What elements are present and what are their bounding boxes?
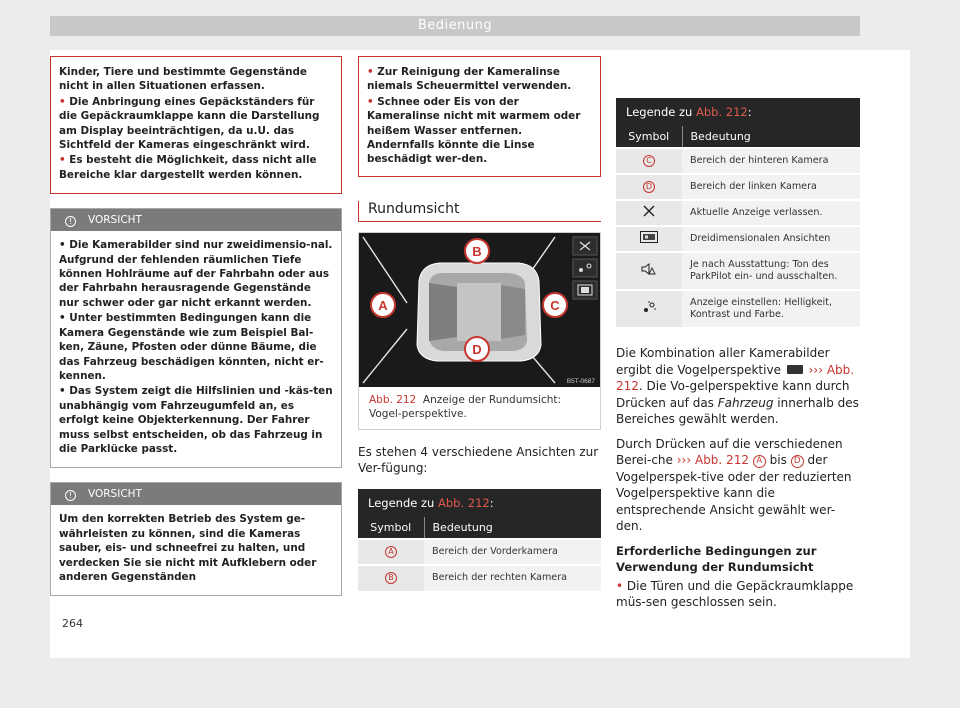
warning-bullet: • Zur Reinigung der Kameralinse niemals Scheuermittel verwenden. (367, 66, 572, 93)
bullet-icon: • (616, 578, 624, 593)
intro-paragraph: Es stehen 4 verschiedene Ansichten zur Ver-fügung: (358, 444, 599, 476)
caution-header: ! VORSICHT (51, 483, 341, 505)
caution-body (51, 231, 341, 467)
legend-header-row (616, 126, 860, 148)
legend-symbol (616, 252, 682, 290)
column-left (50, 48, 342, 596)
cross-ref-link[interactable]: Abb. 212 (694, 453, 749, 467)
table-row (358, 539, 601, 565)
table-row (616, 252, 860, 290)
cross-ref-link[interactable]: Abb. 212 (616, 362, 855, 393)
table-row (616, 290, 860, 327)
info-circle-icon: ! (65, 490, 76, 501)
bullet-icon: • (59, 239, 66, 252)
figure-caption: Abb. 212 Anzeige der Rundumsicht: Vogel-perspektive. (369, 393, 562, 420)
legend-figure-ref[interactable]: Abb. 212 (437, 495, 490, 510)
3d-view-icon (640, 231, 658, 243)
legend-desc: Dreidimensionalen Ansichten (682, 226, 860, 252)
bullet-icon: • (367, 66, 374, 78)
figure-label-b: B (472, 243, 482, 259)
legend-col-desc: Bedeutung (424, 517, 601, 539)
legend-title: Legende zu Abb. 212: (358, 489, 601, 517)
legend-symbol (616, 200, 682, 226)
brightness-icon[interactable] (573, 259, 597, 277)
legend-title: Legende zu Abb. 212: (616, 98, 860, 126)
figure-caption-label: Abb. 212 (369, 393, 417, 406)
bullet-icon: • (367, 95, 374, 108)
warning-line: Kinder, Tiere und bestimmte Gegenstände nicht in allen Situationen erfassen. (59, 66, 307, 93)
legend-desc: Bereich der hinteren Kamera (682, 148, 860, 174)
legend-table (616, 126, 860, 327)
warning-bullet: • Es besteht die Möglichkeit, dass nicht alle Bereiche klar dargestellt werden können. (59, 154, 317, 181)
warning-continuation (358, 56, 601, 177)
caution-box (50, 208, 342, 468)
caution-body (51, 505, 341, 595)
paragraph-birdseye: Die Kombination aller Kamerabilder ergibt die Vogelperspektive ››› Abb. 212. Die Vo-gelperspektive kann durch Drücken auf das Fahrzeug innerhalb des Bereiches gewählt werden. (616, 346, 859, 426)
caution-bullet: • Das System zeigt die Hilfslinien und -käs-ten unabhängig vom Fahrzeugumfeld an, es erfolgt keine Objekterkennung. Der Fahrer muss selbst entscheiden, ob das Fahrzeug in die Parklücke passt. (59, 385, 333, 455)
figure-label-d: D (472, 341, 482, 357)
legend-desc: Bereich der linken Kamera (682, 174, 860, 200)
birdseye-view-illustration (359, 233, 600, 387)
legend-col-desc: Bedeutung (682, 126, 860, 148)
area-c-callout[interactable] (543, 293, 567, 317)
legend-header-row (358, 517, 601, 539)
legend-symbol (616, 174, 682, 200)
table-row (616, 174, 860, 200)
letter-circle-icon: B (385, 572, 397, 584)
area-a-callout[interactable] (371, 293, 395, 317)
legend-symbol (616, 226, 682, 252)
legend-desc: Bereich der Vorderkamera (424, 539, 601, 565)
legend-figure-ref[interactable]: Abb. 212 (695, 105, 748, 119)
column-right (616, 98, 860, 611)
area-b-callout[interactable] (465, 239, 489, 263)
figure-label-c: C (550, 297, 560, 313)
brightness-icon (641, 300, 657, 314)
legend-symbol (358, 539, 424, 565)
legend-desc: Je nach Ausstattung: Ton des ParkPilot ein- und ausschalten. (682, 252, 860, 290)
column-middle (358, 48, 601, 591)
letter-circle-icon: D (643, 181, 655, 193)
warning-bullet: • Schnee oder Eis von der Kameralinse nicht mit warmem oder heißem Wasser entfernen. Andernfalls könnte die Linse beschädigt wer-den. (367, 95, 581, 166)
letter-circle-icon: A (753, 455, 766, 468)
letter-circle-icon: A (385, 546, 397, 558)
figure-label-a: A (378, 297, 388, 313)
legend-desc: Anzeige einstellen: Helligkeit, Kontrast und Farbe. (682, 290, 860, 327)
page-header: Bedienung (50, 16, 860, 36)
cross-ref-arrows: ››› (676, 453, 692, 467)
letter-circle-icon: D (791, 455, 804, 468)
warning-continuation (50, 56, 342, 194)
caution-bullet: • Die Kamerabilder sind nur zweidimensio-nal. Aufgrund der fehlenden räumlichen Tiefe können Hohlräume auf der Fahrbahn oder aus der Fahrbahn herausragende Gegenstände nur schwer oder gar nicht erkannt werden. (59, 239, 333, 309)
bullet-icon: • (59, 95, 66, 108)
info-circle-icon: ! (65, 216, 76, 227)
paragraph-areas: Durch Drücken auf die verschiedenen Berei-che ››› Abb. 212 A bis D der Vogelperspek-tive oder der reduzierten Vogelperspektive kann die entsprechende Ansicht gewählt wer-den. (616, 436, 852, 533)
legend-desc: Aktuelle Anzeige verlassen. (682, 200, 860, 226)
legend-symbol (616, 290, 682, 327)
legend-symbol (358, 565, 424, 591)
caution-header: ! VORSICHT (51, 209, 341, 231)
legend-table-1 (358, 489, 601, 591)
close-icon[interactable] (573, 237, 597, 255)
legend-desc: Bereich der rechten Kamera (424, 565, 601, 591)
figure-code: B5T-0687 (566, 377, 595, 385)
bullet-icon: • (59, 154, 66, 167)
legend-table-2 (616, 98, 860, 327)
legend-table (358, 517, 601, 591)
table-row (616, 226, 860, 252)
area-d-callout[interactable] (465, 337, 489, 361)
figure-212 (358, 232, 601, 430)
3d-view-icon[interactable] (573, 281, 597, 299)
legend-symbol (616, 148, 682, 174)
legend-col-symbol: Symbol (616, 126, 682, 148)
cross-ref-arrows: ››› (808, 362, 824, 377)
table-row (358, 565, 601, 591)
subheading: Erforderliche Bedingungen zur Verwendung der Rundumsicht (616, 543, 817, 574)
caution-text: Um den korrekten Betrieb des System ge-währleisten zu können, sind die Kameras sauber, eis- und schneefrei zu halten, und verdecken Sie sie nicht mit Aufklebern oder anderen Gegenständen (59, 513, 317, 583)
close-icon (643, 205, 655, 217)
condition-bullet: • Die Türen und die Gepäckraumklappe müs-sen geschlossen sein. (616, 578, 854, 609)
bullet-icon: • (59, 312, 66, 325)
camera-view-icon (787, 365, 803, 374)
speaker-icon (641, 263, 657, 275)
warning-bullet: • Die Anbringung eines Gepäckständers für die Gepäckraumklappe kann die Darstellung am Display beeinträchtigen, da u.U. das Sichtfeld der Kameras eingeschränkt wird. (59, 95, 320, 152)
section-title: Rundumsicht (358, 201, 601, 222)
legend-col-symbol: Symbol (358, 517, 424, 539)
caution-box (50, 482, 342, 596)
table-row (616, 200, 860, 226)
bullet-icon: • (59, 385, 66, 398)
table-row (616, 148, 860, 174)
page-number: 264 (62, 617, 83, 630)
caution-bullet: • Unter bestimmten Bedingungen kann die Kamera Gegenstände wie zum Beispiel Bal-ken, Zäune, Pfosten oder dünne Bäume, die das Fahrzeug beschädigen könnten, nicht er-kennen. (59, 312, 324, 382)
letter-circle-icon: C (643, 155, 655, 167)
